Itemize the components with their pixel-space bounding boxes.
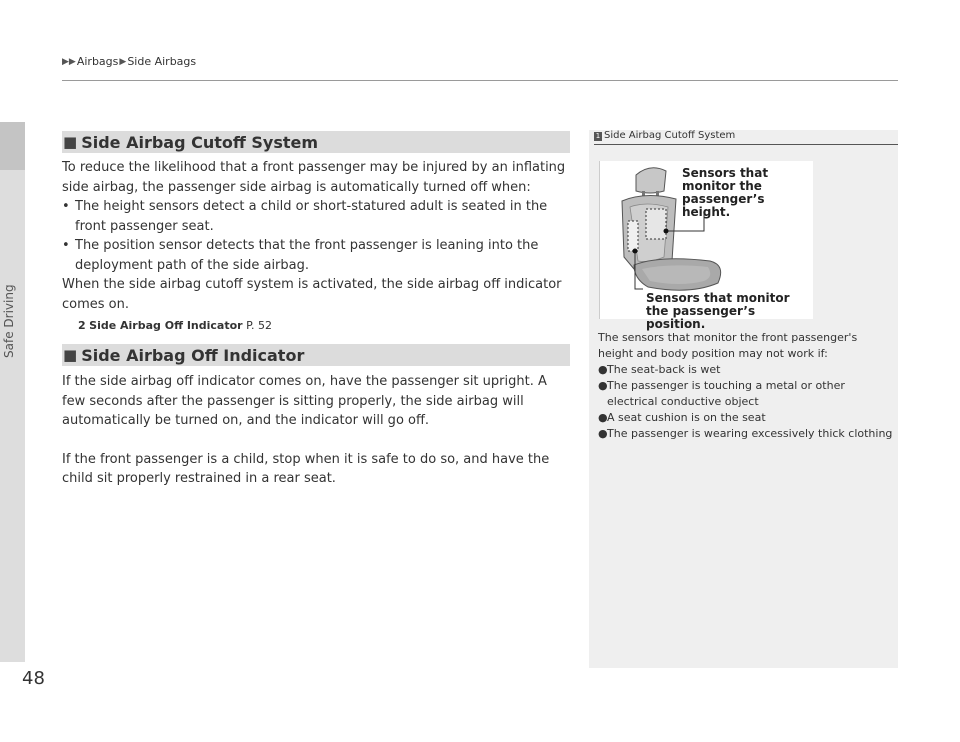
page-number: 48 xyxy=(22,668,45,689)
indicator-para-2: If the front passenger is a child, stop when it is safe to do so, and have the child sit properly restrained in a rear seat. xyxy=(62,451,550,486)
bullet-dot-icon: ● xyxy=(598,379,608,392)
section-heading-indicator-text: Side Airbag Off Indicator xyxy=(81,345,305,365)
sidebar-heading-text: Side Airbag Cutoff System xyxy=(604,130,736,141)
cross-reference-page: P. 52 xyxy=(246,319,272,332)
sidebar-bullet-3: A seat cushion is on the seat xyxy=(607,411,766,424)
cross-reference-link[interactable] xyxy=(78,316,572,336)
cutoff-intro: To reduce the likelihood that a front passenger may be injured by an inflating side airbag, the passenger side airbag is automatically turned off when: xyxy=(62,160,566,195)
sidebar-note-text xyxy=(598,330,893,442)
side-tab-marker xyxy=(0,122,25,170)
bullet-dot-icon: ● xyxy=(598,411,608,424)
side-tab xyxy=(0,122,25,662)
heading-square-icon: ■ xyxy=(63,133,78,151)
indicator-para-1: If the side airbag off indicator comes on, have the passenger sit upright. A few seconds after the passenger is sitting properly, the side airbag will automatically be turned on, and the indicator will go off. xyxy=(62,374,547,428)
list-item xyxy=(598,410,893,426)
list-item xyxy=(62,197,572,236)
list-item xyxy=(598,426,893,442)
seat-sensor-figure xyxy=(599,161,813,331)
bullet-dot-icon: ● xyxy=(598,363,608,376)
breadcrumb xyxy=(62,55,196,68)
height-sensor-label: Sensors that monitor the passenger’s height. xyxy=(682,166,769,219)
list-item xyxy=(598,378,893,410)
position-sensor-label: Sensors that monitor the passenger’s position. xyxy=(646,291,790,331)
list-item xyxy=(62,236,572,275)
sidebar-bullet-1: The seat-back is wet xyxy=(607,363,721,376)
cross-reference-title: Side Airbag Off Indicator xyxy=(89,319,243,332)
sidebar-heading xyxy=(594,130,898,145)
breadcrumb-item-side-airbags[interactable]: Side Airbags xyxy=(127,55,197,68)
sidebar-bullet-2: The passenger is touching a metal or other electrical conductive object xyxy=(607,379,845,408)
position-sensor xyxy=(628,221,638,251)
bullet-dot-icon: • xyxy=(62,238,70,253)
cutoff-bullet-1: The height sensors detect a child or short-statured adult is seated in the front passenger seat. xyxy=(75,199,548,234)
sidebar-bullet-4: The passenger is wearing excessively thick clothing xyxy=(607,427,893,440)
cutoff-closing: When the side airbag cutoff system is activated, the side airbag off indicator comes on. xyxy=(62,277,562,312)
height-sensor xyxy=(646,209,666,239)
section-heading-indicator xyxy=(62,344,570,366)
section-heading-cutoff xyxy=(62,131,570,153)
heading-square-icon: ■ xyxy=(63,346,78,364)
note-icon: 1 xyxy=(595,132,601,140)
cross-reference-icon: 2 xyxy=(78,319,86,332)
list-item xyxy=(598,362,893,378)
side-tab-label-wrap xyxy=(2,258,22,358)
bullet-dot-icon: • xyxy=(62,199,70,214)
breadcrumb-arrow-icon: ▶ xyxy=(119,56,127,67)
bullet-dot-icon: ● xyxy=(598,427,608,440)
breadcrumb-item-airbags[interactable]: Airbags xyxy=(76,55,119,68)
section-body-indicator xyxy=(62,372,572,489)
side-tab-label: Safe Driving xyxy=(2,284,16,358)
section-heading-cutoff-text: Side Airbag Cutoff System xyxy=(81,132,319,152)
seat-headrest xyxy=(636,168,666,193)
cutoff-bullet-2: The position sensor detects that the front passenger is leaning into the deployment path of the side airbag. xyxy=(75,238,539,273)
breadcrumb-arrow-icon: ▶▶ xyxy=(62,56,76,67)
section-body-cutoff xyxy=(62,158,572,336)
sidebar-intro: The sensors that monitor the front passenger's height and body position may not work if: xyxy=(598,331,858,360)
header-rule xyxy=(62,80,898,81)
